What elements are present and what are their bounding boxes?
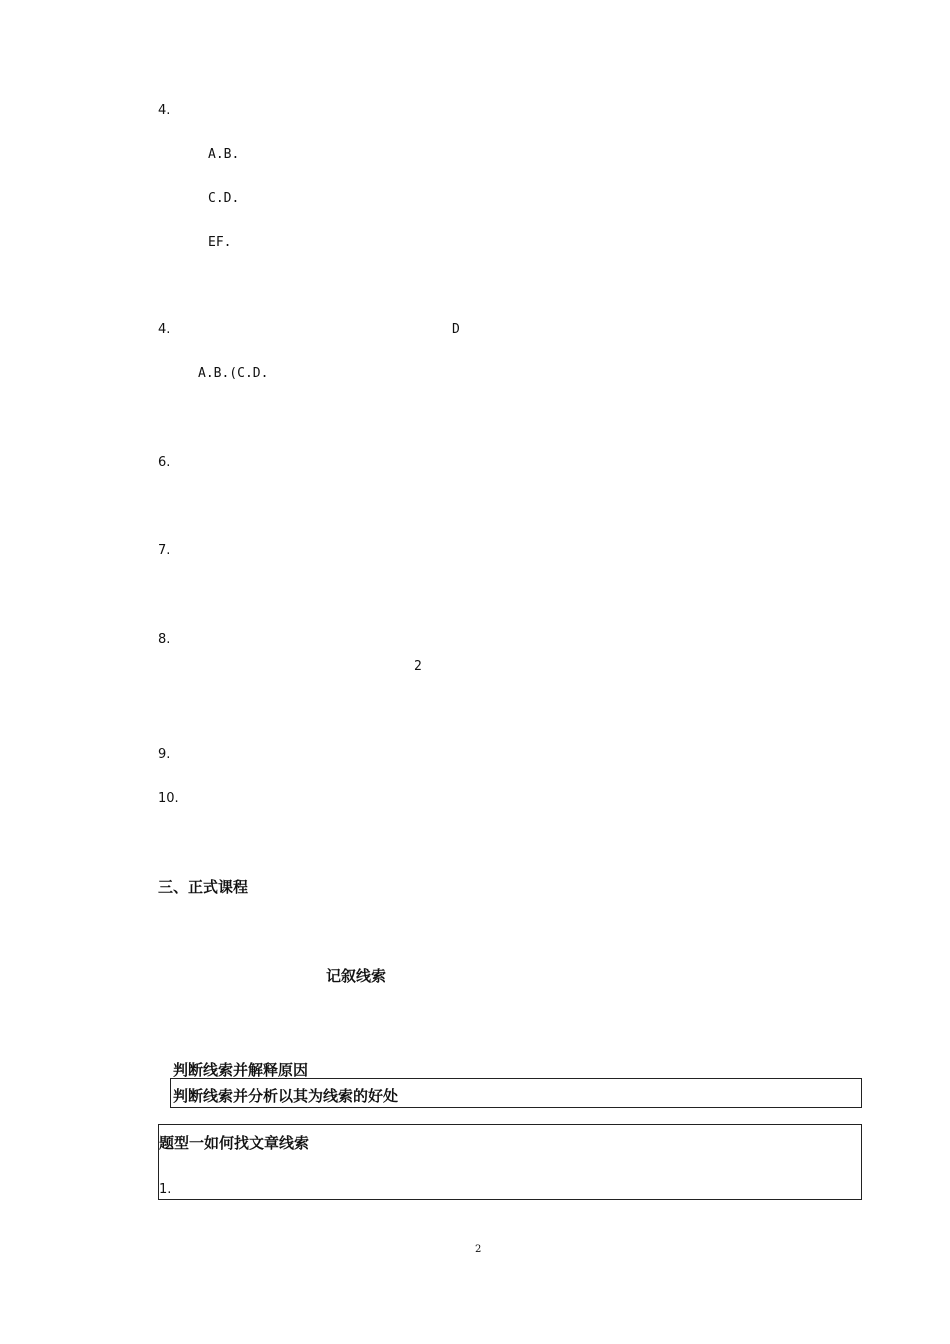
option-line: EF. [208,235,232,250]
objective-line: 判断线索并解释原因 [173,1061,309,1079]
question-number: 9. [158,747,171,762]
section-title: 三、正式课程 [158,878,249,896]
objective-line: 判断线索并分析以其为线索的好处 [173,1087,399,1105]
question-number: 4. [158,322,171,337]
answer-mark: 2 [414,659,422,674]
question-type-title: 题型一如何找文章线索 [159,1134,310,1152]
topic-title: 记叙线索 [326,967,387,985]
option-line: A.B.(C.D. [198,366,269,381]
question-number: 1. [159,1182,172,1197]
option-line: C.D. [208,191,240,206]
question-number: 10. [158,791,179,806]
question-number: 4. [158,103,171,118]
question-number: 7. [158,543,171,558]
option-line: A.B. [208,147,240,162]
answer-mark: D [452,322,460,337]
question-number: 6. [158,455,171,470]
question-number: 8. [158,632,171,647]
page-number: 2 [475,1244,482,1255]
